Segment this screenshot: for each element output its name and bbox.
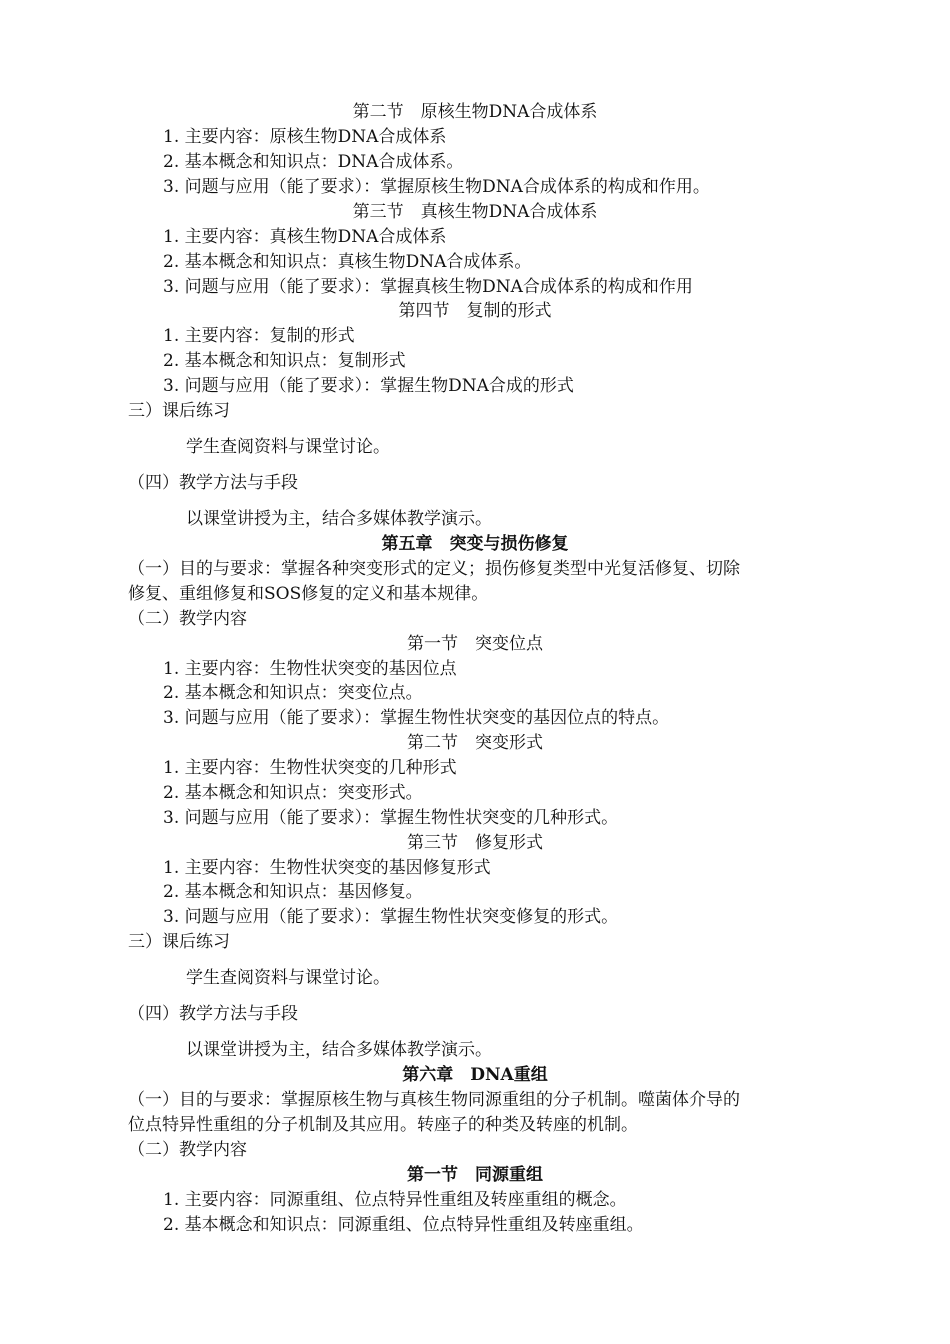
paragraph: （一）目的与要求：掌握各种突变形式的定义；损伤修复类型中光复活修复、切除 bbox=[128, 559, 740, 579]
list-item: 2. 基本概念和知识点：突变形式。 bbox=[163, 783, 423, 803]
list-item: 3. 问题与应用（能了要求）：掌握真核生物DNA合成体系的构成和作用 bbox=[163, 277, 693, 297]
section-heading: 第四节 复制的形式 bbox=[398, 301, 552, 321]
list-item: 2. 基本概念和知识点：突变位点。 bbox=[163, 683, 423, 703]
section-heading: 第三节 修复形式 bbox=[407, 833, 543, 853]
chapter-heading: 第六章 DNA重组 bbox=[402, 1065, 548, 1085]
subsection-heading: 三）课后练习 bbox=[128, 401, 230, 421]
paragraph: 学生查阅资料与课堂讨论。 bbox=[186, 968, 390, 988]
subsection-heading: （二）教学内容 bbox=[128, 609, 247, 629]
list-item: 2. 基本概念和知识点：基因修复。 bbox=[163, 882, 423, 902]
list-item: 3. 问题与应用（能了要求）：掌握生物性状突变修复的形式。 bbox=[163, 907, 619, 927]
list-item: 1. 主要内容：真核生物DNA合成体系 bbox=[163, 227, 447, 247]
section-heading: 第一节 突变位点 bbox=[407, 634, 543, 654]
chapter-heading: 第五章 突变与损伤修复 bbox=[381, 534, 569, 554]
list-item: 3. 问题与应用（能了要求）：掌握原核生物DNA合成体系的构成和作用。 bbox=[163, 177, 710, 197]
paragraph: （一）目的与要求：掌握原核生物与真核生物同源重组的分子机制。噬菌体介导的 bbox=[128, 1090, 740, 1110]
list-item: 1. 主要内容：同源重组、位点特异性重组及转座重组的概念。 bbox=[163, 1190, 627, 1210]
section-heading: 第二节 突变形式 bbox=[407, 733, 543, 753]
paragraph: 以课堂讲授为主，结合多媒体教学演示。 bbox=[186, 1040, 492, 1060]
list-item: 3. 问题与应用（能了要求）：掌握生物DNA合成的形式 bbox=[163, 376, 574, 396]
list-item: 1. 主要内容：生物性状突变的基因修复形式 bbox=[163, 858, 491, 878]
list-item: 2. 基本概念和知识点：DNA合成体系。 bbox=[163, 152, 464, 172]
list-item: 1. 主要内容：生物性状突变的几种形式 bbox=[163, 758, 457, 778]
list-item: 1. 主要内容：原核生物DNA合成体系 bbox=[163, 127, 447, 147]
subsection-heading: 三）课后练习 bbox=[128, 932, 230, 952]
list-item: 1. 主要内容：复制的形式 bbox=[163, 326, 355, 346]
list-item: 2. 基本概念和知识点：真核生物DNA合成体系。 bbox=[163, 252, 532, 272]
paragraph: 学生查阅资料与课堂讨论。 bbox=[186, 437, 390, 457]
section-heading: 第三节 真核生物DNA合成体系 bbox=[352, 202, 598, 222]
section-heading: 第一节 同源重组 bbox=[407, 1165, 543, 1185]
paragraph: 以课堂讲授为主，结合多媒体教学演示。 bbox=[186, 509, 492, 529]
paragraph: 位点特异性重组的分子机制及其应用。转座子的种类及转座的机制。 bbox=[128, 1115, 638, 1135]
section-heading: 第二节 原核生物DNA合成体系 bbox=[352, 102, 598, 122]
subsection-heading: （四）教学方法与手段 bbox=[128, 473, 298, 493]
list-item: 2. 基本概念和知识点：同源重组、位点特异性重组及转座重组。 bbox=[163, 1215, 644, 1235]
list-item: 3. 问题与应用（能了要求）：掌握生物性状突变的几种形式。 bbox=[163, 808, 619, 828]
list-item: 2. 基本概念和知识点：复制形式 bbox=[163, 351, 406, 371]
subsection-heading: （四）教学方法与手段 bbox=[128, 1004, 298, 1024]
subsection-heading: （二）教学内容 bbox=[128, 1140, 247, 1160]
paragraph: 修复、重组修复和SOS修复的定义和基本规律。 bbox=[128, 584, 489, 604]
list-item: 1. 主要内容：生物性状突变的基因位点 bbox=[163, 659, 457, 679]
list-item: 3. 问题与应用（能了要求）：掌握生物性状突变的基因位点的特点。 bbox=[163, 708, 670, 728]
